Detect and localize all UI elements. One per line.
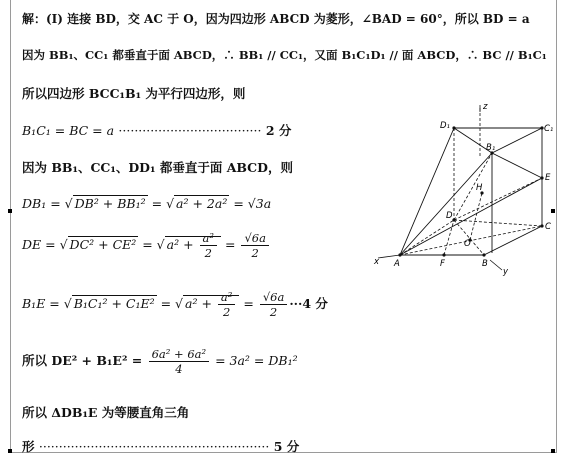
label-h: H: [476, 183, 483, 193]
solution-line-5: [22, 158, 293, 176]
conclusion-text: 所以 ΔDB₁E 为等腰直角三角: [22, 405, 190, 420]
resize-handle-bottom-left[interactable]: [8, 449, 12, 453]
b1e-result: $\frac{√6a}{2}$: [260, 290, 288, 319]
score-marker: ···4 分: [289, 296, 328, 311]
dot-leader: ····································: [118, 123, 262, 138]
de-mid: = √: [138, 237, 165, 252]
solution-line-1: [22, 10, 530, 27]
sum-fraction: $\frac{\text{6a² + 6a²}}{4}$: [149, 347, 210, 376]
label-e: E: [545, 173, 551, 183]
solution-line-9: [22, 347, 298, 376]
b1e-radicand-2: a² +: [185, 296, 216, 311]
score-marker: 2 分: [265, 123, 292, 138]
b1e-equals: =: [239, 296, 258, 311]
resize-handle-left[interactable]: [8, 209, 12, 213]
db1-radicand: DB² + BB₁²: [74, 196, 146, 211]
de-radicand-2: a² +: [166, 237, 198, 252]
prism-figure: [372, 98, 552, 283]
label-d1: D₁: [440, 121, 450, 131]
b1e-fraction: $\frac{\text{a²}}{2}$: [218, 290, 235, 319]
solution-line-4: [22, 121, 291, 139]
label-f: F: [440, 259, 445, 269]
solution-line-5-text: 因为 BB₁、CC₁、DD₁ 都垂直于面 ABCD，则: [22, 160, 293, 175]
label-c: C: [545, 222, 551, 232]
de-equals: =: [221, 237, 240, 252]
b1e-lhs: B₁E = √: [22, 296, 72, 311]
solution-line-6: [22, 196, 271, 211]
b1e-mid: = √: [156, 296, 184, 311]
label-x-axis: x: [374, 257, 380, 267]
db1-result: = √3a: [229, 196, 272, 211]
label-b: B: [482, 259, 488, 269]
label-c1: C₁: [544, 124, 554, 134]
b1c1-equation: B₁C₁ = BC = a: [22, 123, 115, 138]
solution-line-3: [22, 84, 245, 102]
score-marker: 5 分: [273, 439, 300, 454]
label-y-axis: y: [503, 267, 509, 277]
resize-handle-bottom-right[interactable]: [551, 449, 555, 453]
de-result: $\frac{√6a}{2}$: [241, 231, 269, 260]
sum-lhs: 所以 DE² + B₁E² =: [22, 353, 147, 368]
conclusion-tail: 形: [22, 439, 35, 454]
label-o: O: [464, 239, 471, 249]
b1e-radicand: B₁C₁² + C₁E²: [73, 296, 155, 311]
label-b1: B₁: [486, 143, 496, 153]
solution-line-10: [22, 403, 189, 421]
db1-radicand-2: a² + 2a²: [176, 196, 228, 211]
solution-line-2: [22, 47, 547, 63]
sum-result: = 3a² = DB₁²: [211, 353, 298, 368]
de-fraction: $\frac{\text{a²}}{2}$: [200, 231, 217, 260]
de-lhs: DE = √: [22, 237, 68, 252]
dot-leader: ··························································: [38, 439, 270, 454]
label-d: D: [446, 211, 453, 221]
solution-line-1-text: 解：(Ⅰ) 连接 BD，交 AC 于 O，因为四边形 ABCD 为菱形，∠BAD = 60°，所以 BD = a: [22, 12, 530, 26]
db1-mid: = √: [147, 196, 175, 211]
label-a: A: [394, 259, 400, 269]
de-radicand: DC² + CE²: [69, 237, 137, 252]
solution-line-8: [22, 290, 328, 319]
solution-line-3-text: 所以四边形 BCC₁B₁ 为平行四边形，则: [22, 86, 246, 101]
solution-line-7: [22, 231, 271, 260]
prism-diagram: [372, 98, 552, 283]
db1-lhs: DB₁ = √: [22, 196, 73, 211]
solution-line-2-text: 因为 BB₁、CC₁ 都垂直于面 ABCD，∴ BB₁ // CC₁，又面 B₁C₁D₁ // 面 ABCD，∴ BC // B₁C₁: [22, 48, 547, 62]
solution-line-11: [22, 437, 299, 455]
label-z-axis: z: [483, 102, 488, 112]
